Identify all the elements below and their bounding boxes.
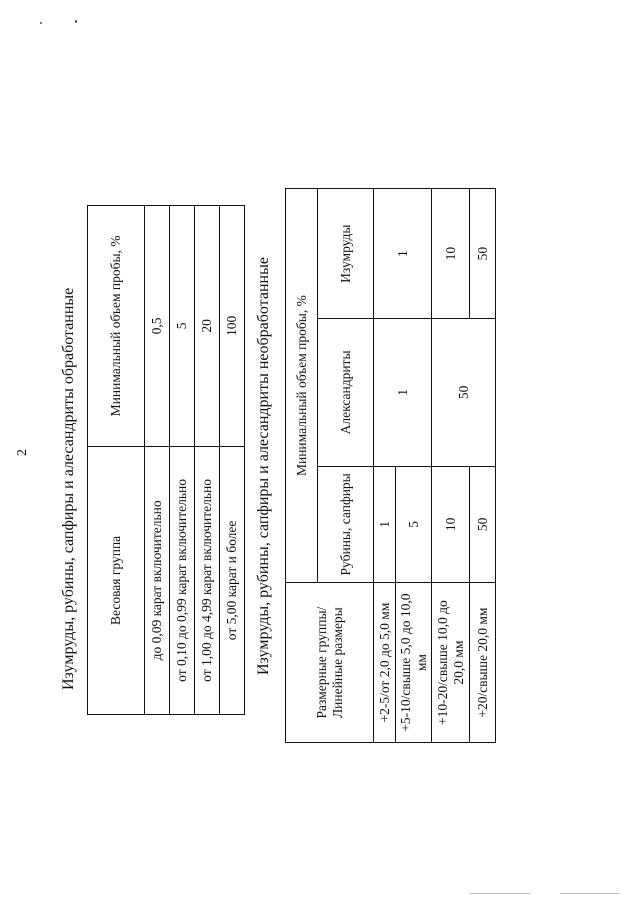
min-sample-cell: 20: [195, 206, 220, 447]
weight-group-cell: до 0,09 карат включительно: [145, 446, 170, 714]
table-header-row: [88, 206, 145, 715]
alexandrites-cell: 1: [374, 319, 432, 466]
column-header-weight-group: Весовая группа: [88, 446, 145, 714]
size-group-cell: +5-10/свыше 5,0 до 10,0 мм: [396, 583, 432, 743]
unprocessed-stones-table: [285, 188, 496, 743]
emeralds-cell: 1: [374, 189, 432, 319]
table-row: [145, 206, 170, 715]
rubies-sapphires-cell: 10: [432, 466, 470, 583]
column-header-rubies-sapphires: Рубины, сапфиры: [318, 466, 374, 583]
weight-group-cell: от 5,00 карат и более: [220, 446, 245, 714]
size-group-cell: +10-20/свыше 10,0 до 20,0 мм: [432, 583, 470, 743]
table-row: [170, 206, 195, 715]
table-header-row: [286, 189, 318, 743]
table2-heading: Изумруды, рубины, сапфиры и алесандриты необработанные: [255, 257, 272, 675]
emeralds-cell: 10: [432, 189, 470, 319]
page-number: 2: [15, 449, 30, 456]
rubies-sapphires-cell: 1: [374, 466, 396, 583]
min-sample-cell: 5: [170, 206, 195, 447]
table-row: [195, 206, 220, 715]
table-row: [470, 189, 496, 743]
table-row: [374, 189, 396, 743]
emeralds-cell: 50: [470, 189, 496, 319]
size-group-cell: +2-5/от 2,0 до 5,0 мм: [374, 583, 396, 743]
column-header-alexandrites: Александриты: [318, 319, 374, 466]
column-header-emeralds: Изумруды: [318, 189, 374, 319]
weight-group-cell: от 1,00 до 4,99 карат включительно: [195, 446, 220, 714]
min-sample-cell: 0,5: [145, 206, 170, 447]
alexandrites-cell: 50: [432, 319, 496, 466]
column-header-min-sample: Минимальный объем пробы, %: [286, 189, 318, 583]
size-group-cell: +20/свыше 20,0 мм: [470, 583, 496, 743]
weight-group-cell: от 0,10 до 0,99 карат включительно: [170, 446, 195, 714]
rubies-sapphires-cell: 5: [396, 466, 432, 583]
column-header-size-group: Размерные группы/Линейные размеры: [286, 583, 374, 743]
table-row: [432, 189, 470, 743]
table1-heading: Изумруды, рубины, сапфиры и алесандриты обработанные: [60, 287, 77, 690]
min-sample-cell: 100: [220, 206, 245, 447]
table-row: [220, 206, 245, 715]
rubies-sapphires-cell: 50: [470, 466, 496, 583]
column-header-min-sample: Минимальный объем пробы, %: [88, 206, 145, 447]
processed-stones-table: [87, 205, 245, 715]
